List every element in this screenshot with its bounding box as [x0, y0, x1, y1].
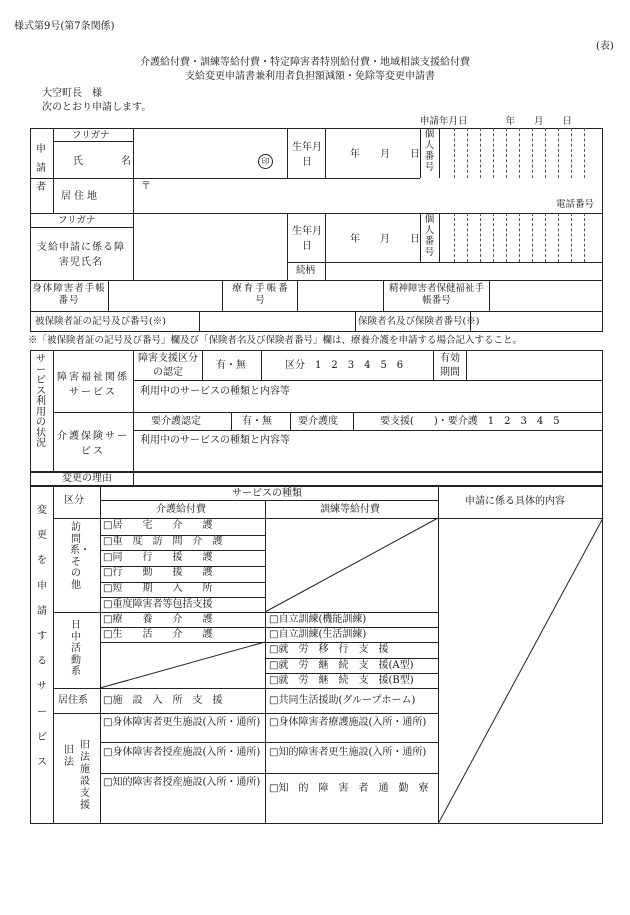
svc-group-home[interactable]: □共同生活援助(グループホーム)	[269, 695, 416, 706]
care-cert-label: 要介護認定	[151, 416, 201, 427]
svc-kyotaku[interactable]: □居 宅 介 護	[103, 520, 213, 531]
form-number: 様式第9号(第7条関係)	[14, 21, 115, 32]
service-kind-header: サービスの種類	[232, 488, 302, 499]
welfare-service-label: 障害福祉関係サービス	[57, 372, 129, 398]
relation-label: 続柄	[296, 265, 316, 276]
kaigo-in-use-label: 利用中のサービスの種類と内容等	[140, 435, 290, 446]
applicant-label: 申請者	[36, 144, 46, 193]
svc-shintai-ryogo[interactable]: □身体障害者療護施設(入所・通所)	[269, 717, 427, 728]
svc-doko[interactable]: □同 行 援 護	[103, 552, 213, 563]
child-name-label: 支給申請に係る障害児氏名	[37, 242, 125, 268]
applicant-personal-number-label: 個人番号	[424, 129, 435, 173]
child-personal-number-label: 個人番号	[424, 214, 435, 258]
care-level-label: 要介護度	[298, 416, 338, 427]
group-kyuho-1: 旧法	[64, 745, 74, 768]
kaigo-service-label: 介護保険サービス	[57, 431, 129, 457]
group-kyuho-2: 旧法施設支援	[80, 740, 90, 811]
seal-mark: 印	[258, 154, 273, 169]
svc-chiteki-kosei[interactable]: □知的障害者更生施設(入所・通所)	[269, 747, 427, 758]
svc-jiritsu-kino[interactable]: □自立訓練(機能訓練)	[269, 614, 367, 625]
intro-text: 次のとおり申請します。	[42, 102, 152, 113]
detail-header: 申請に係る具体的内容	[465, 496, 565, 507]
title-line-2: 支給変更申請書兼利用者負担額減額・免除等変更申請書	[185, 71, 435, 82]
svc-shisetsu-nyusho[interactable]: □施 設 入 所 支 援	[103, 695, 223, 706]
ryoiku-handbook-label: 療育手帳番号	[232, 283, 290, 307]
cert-yes-no[interactable]: 有・無	[216, 360, 246, 371]
applicant-furigana-label: フリガナ	[72, 130, 110, 141]
welfare-in-use-label: 利用中のサービスの種類と内容等	[140, 386, 290, 397]
svc-judo-homon[interactable]: □重 度 訪 問 介 護	[103, 536, 223, 547]
addressee: 大空町長 様	[42, 88, 102, 99]
care-support-level[interactable]: 要支援( )・要介護 1 2 3 4 5	[380, 416, 560, 427]
physical-handbook-label: 身体障害者手帳番号	[32, 283, 106, 307]
group-kyoju: 居住系	[58, 695, 88, 706]
svc-shintai-kosei[interactable]: □身体障害者更生施設(入所・通所)	[103, 717, 261, 728]
kubun-header: 区分	[64, 495, 84, 506]
svc-shuro-iko[interactable]: □就 労 移 行 支 援	[269, 644, 389, 655]
svc-jiritsu-seikatsu[interactable]: □自立訓練(生活訓練)	[269, 629, 367, 640]
kaigo-header: 介護給付費	[156, 504, 206, 515]
title-line-1: 介護給付費・訓練等給付費・特定障害者特別給付費・地域相談支援給付費	[140, 57, 470, 68]
svc-ryoyo[interactable]: □療 養 介 護	[103, 614, 213, 625]
group-homon: 訪問系・その他	[70, 522, 90, 591]
svc-kodo[interactable]: □行 動 援 護	[103, 567, 213, 578]
postal-mark: 〒	[141, 181, 151, 192]
application-date[interactable]: 申請年月日 年 月 日	[420, 116, 573, 127]
applicant-dob-label: 生年月日	[292, 142, 322, 168]
svc-chiteki-jusan[interactable]: □知的障害者授産施設(入所・通所)	[103, 777, 261, 788]
group-nitchu: 日中活動系	[71, 620, 81, 677]
phone-label: 電話番号	[556, 199, 595, 210]
applicant-name-label: 氏 名	[73, 156, 137, 167]
reason-label: 変更の理由	[62, 473, 112, 484]
svc-tsukinryo[interactable]: □知 的 障 害 者 通 勤 寮	[269, 783, 429, 794]
svc-tanki[interactable]: □短 期 入 所	[103, 583, 213, 594]
usage-status-label: サービス利用の状況	[36, 354, 46, 449]
child-dob-value[interactable]: 年 月 日	[350, 234, 420, 245]
svc-seikatsu[interactable]: □生 活 介 護	[103, 629, 213, 640]
svc-shuro-b[interactable]: □就 労 継 続 支 援(B型)	[269, 675, 414, 686]
svc-shuro-a[interactable]: □就 労 継 続 支 援(A型)	[269, 660, 414, 671]
insurance-note: ※「被保険者証の記号及び番号」欄及び「保険者名及び保険者番号」欄は、療養介護を申請する場合記入すること。	[28, 335, 523, 346]
care-yes-no[interactable]: 有・無	[242, 416, 272, 427]
mental-handbook-label: 精神障害者保健福祉手帳番号	[388, 283, 484, 307]
applicant-address-label: 居住地	[61, 191, 100, 202]
change-service-label: 変更を申請するサービス	[37, 505, 47, 768]
child-furigana-label: フリガナ	[58, 215, 96, 226]
svc-hokatsu[interactable]: □重度障害者等包括支援	[103, 599, 213, 610]
kunren-header: 訓練等給付費	[320, 504, 380, 515]
child-dob-label: 生年月日	[292, 226, 322, 252]
support-cert-label: 障害支援区分の認定	[138, 353, 198, 378]
page-side: (表)	[596, 41, 614, 52]
insurer-label: 保険者名及び保険者番号(※)	[358, 316, 480, 327]
support-category[interactable]: 区分 1 2 3 4 5 6	[285, 360, 404, 371]
svc-shintai-jusan[interactable]: □身体障害者授産施設(入所・通所)	[103, 747, 261, 758]
applicant-dob-value[interactable]: 年 月 日	[350, 149, 420, 160]
valid-period-label: 有効期間	[440, 353, 460, 378]
insured-number-label: 被保険者証の記号及び番号(※)	[35, 316, 166, 327]
